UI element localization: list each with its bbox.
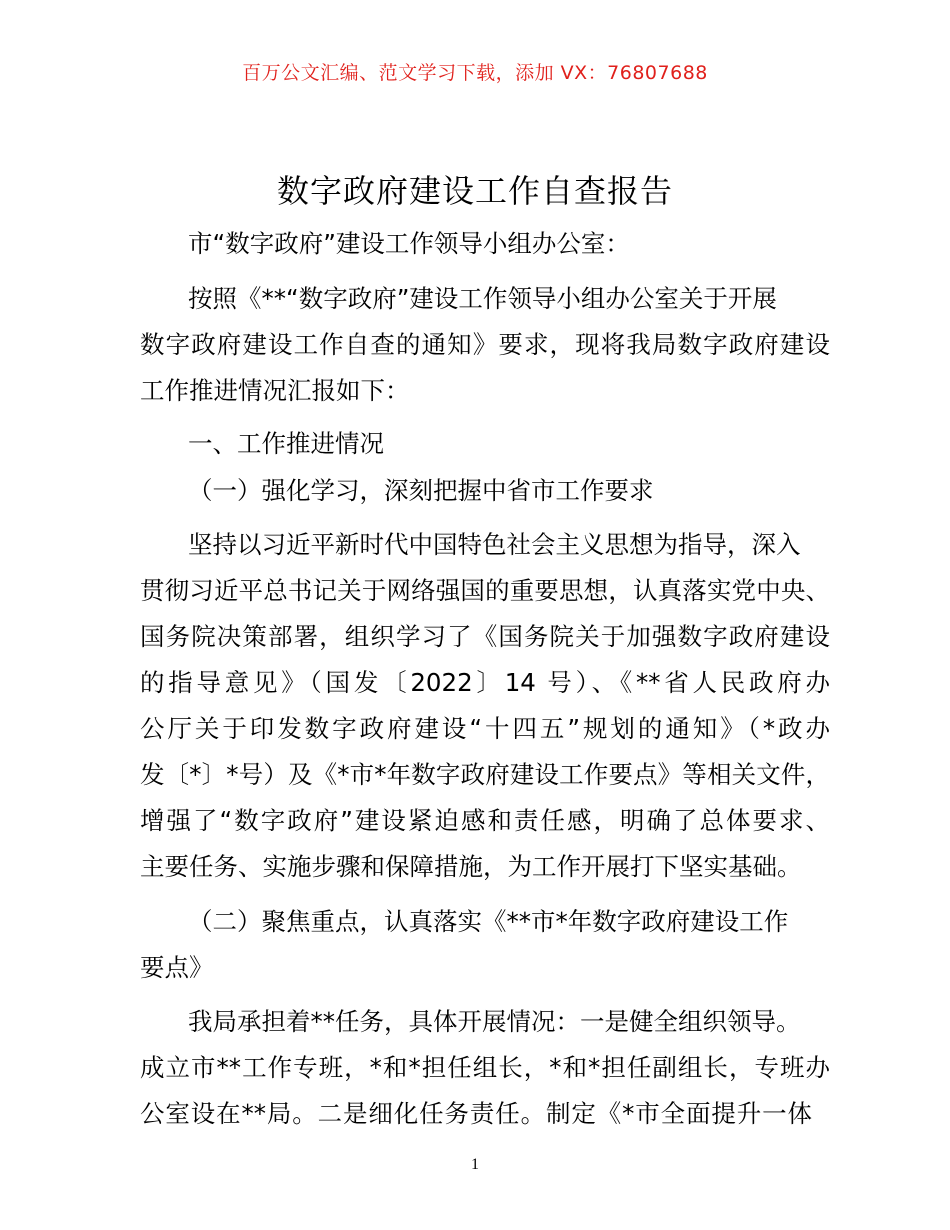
paragraph-line: 公厅关于印发数字政府建设“十四五”规划的通知》（*政办: [140, 714, 830, 743]
paragraph-line: 工作推进情况汇报如下：: [140, 376, 410, 405]
paragraph-line: 我局承担着**任务，具体开展情况：一是健全组织领导。: [188, 1007, 801, 1036]
subsection-heading-continued: 要点》: [140, 953, 214, 982]
paragraph-line: 贯彻习近平总书记关于网络强国的重要思想，认真落实党中央、: [140, 576, 830, 605]
paragraph-line: 主要任务、实施步骤和保障措施，为工作开展打下坚实基础。: [140, 852, 802, 881]
paragraph-line: 发〔*〕*号）及《*市*年数字政府建设工作要点》等相关文件，: [140, 760, 830, 789]
paragraph-line: 的指导意见》（国发〔2022〕14 号）、《**省人民政府办: [140, 668, 830, 697]
subsection-heading: （一）强化学习，深刻把握中省市工作要求: [188, 476, 654, 505]
header-contact-note: 百万公文汇编、范文学习下载，添加 VX：76807688: [242, 62, 708, 84]
salutation-line: 市“数字政府”建设工作领导小组办公室：: [188, 229, 630, 258]
paragraph-line: 国务院决策部署，组织学习了《国务院关于加强数字政府建设: [140, 622, 830, 651]
page-number: 1: [471, 1156, 479, 1173]
paragraph-line: 数字政府建设工作自查的通知》要求，现将我局数字政府建设: [140, 330, 830, 359]
paragraph-line: 成立市**工作专班，*和*担任组长，*和*担任副组长，专班办: [140, 1053, 830, 1082]
document-title: 数字政府建设工作自查报告: [276, 172, 673, 210]
paragraph-line: 增强了“数字政府”建设紧迫感和责任感，明确了总体要求、: [140, 806, 830, 835]
section-heading: 一、工作推进情况: [188, 429, 384, 458]
subsection-heading: （二）聚焦重点，认真落实《**市*年数字政府建设工作: [188, 907, 789, 936]
paragraph-line: 按照《**“数字政府”建设工作领导小组办公室关于开展: [188, 284, 777, 313]
paragraph-line: 坚持以习近平新时代中国特色社会主义思想为指导，深入: [188, 530, 801, 559]
paragraph-line: 公室设在**局。二是细化任务责任。制定《*市全面提升一体: [140, 1099, 812, 1128]
